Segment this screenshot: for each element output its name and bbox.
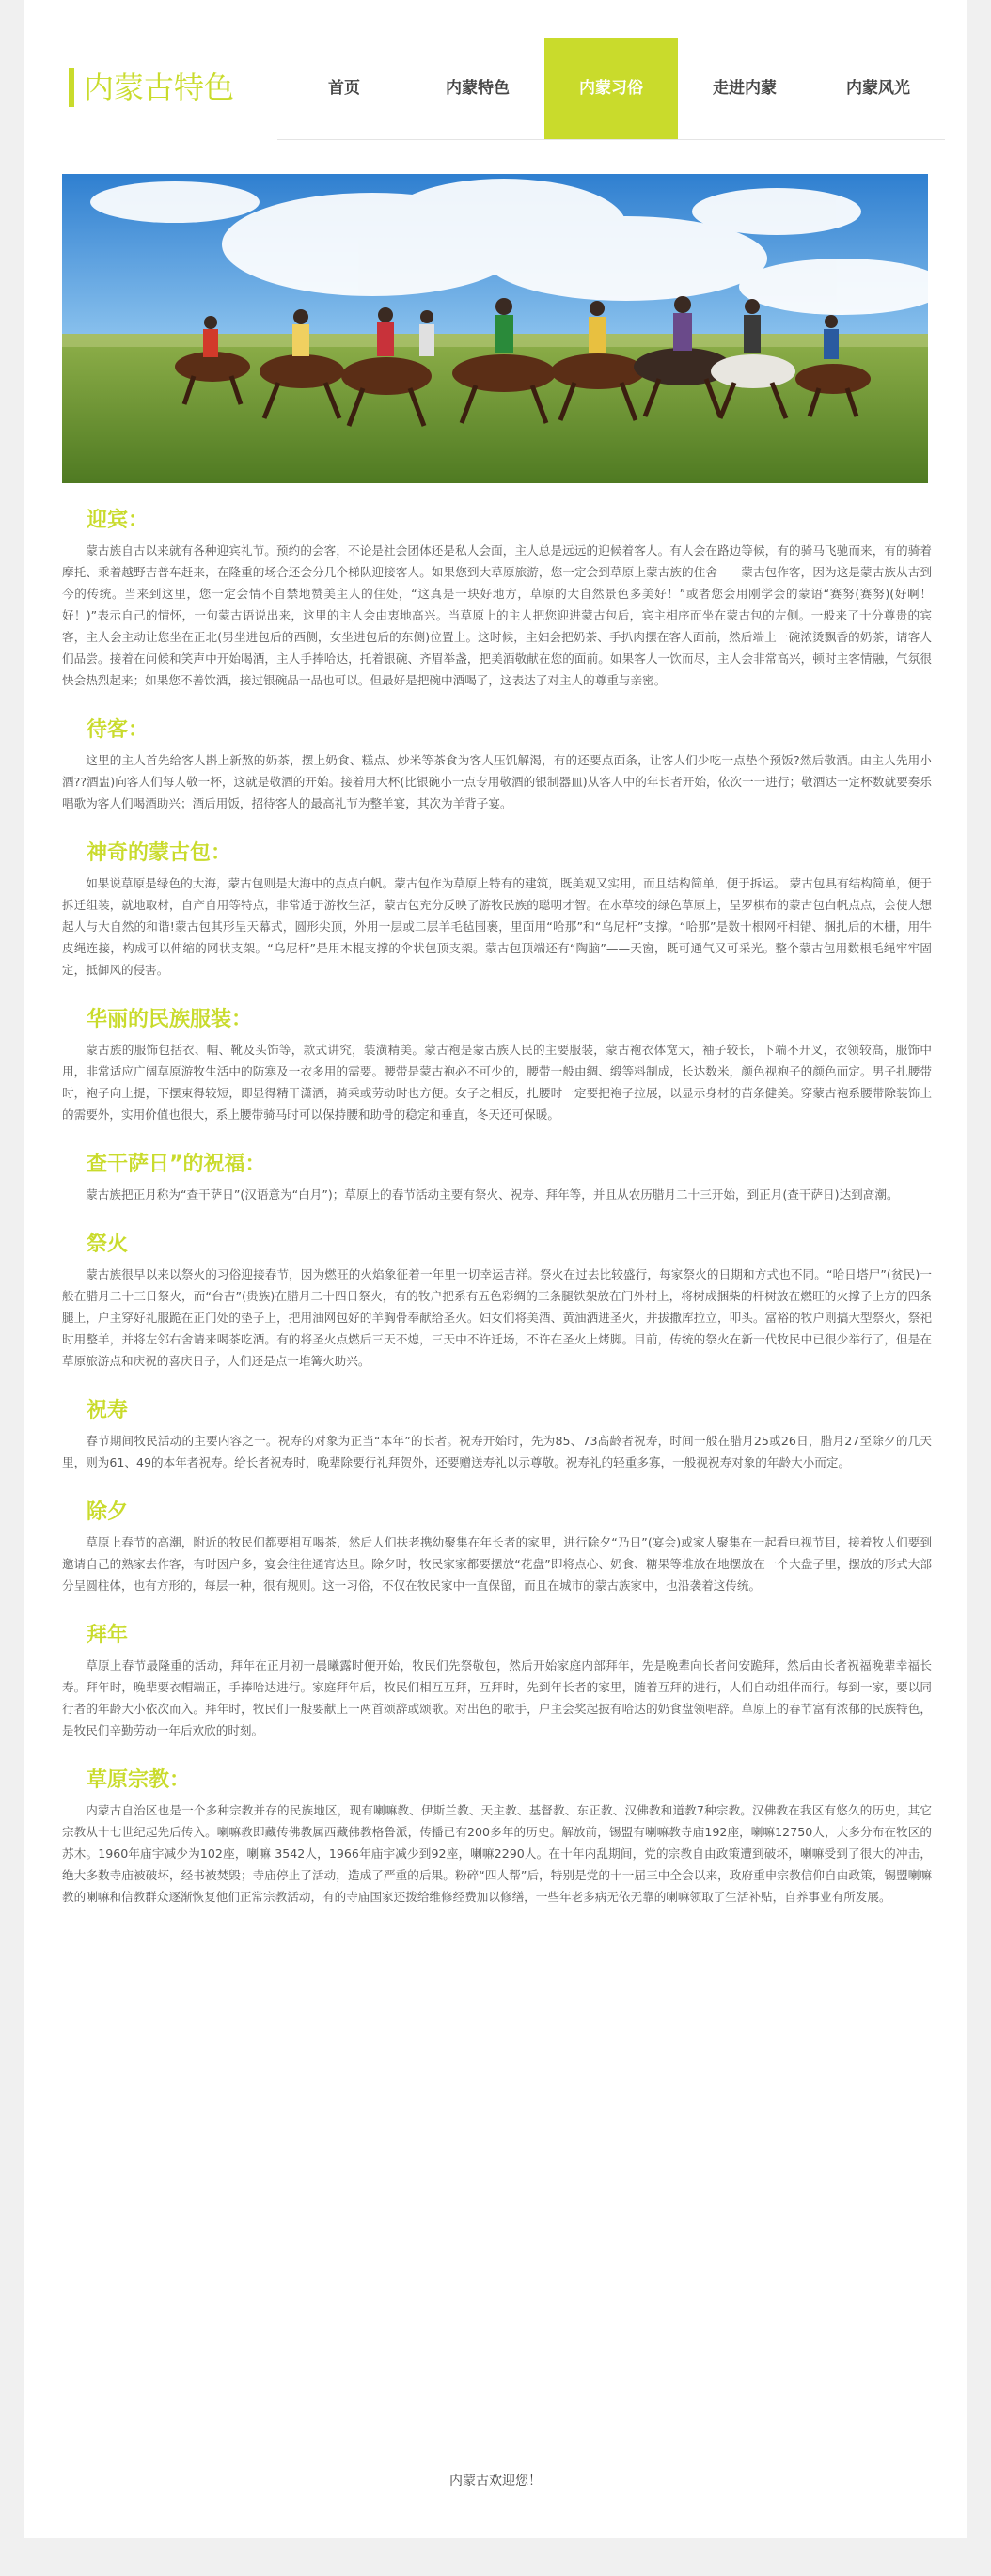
nav-item-features[interactable]: 内蒙特色 [446,79,510,98]
header-divider [277,139,945,140]
section-title: 草原宗教： [87,1768,191,1792]
header [24,38,967,141]
section-new-year-greeting [62,1617,932,1741]
section-title: 查干萨日”的祝福： [87,1153,266,1176]
section-hospitality [62,712,932,814]
section-text: 蒙古族把正月称为“查干萨日”(汉语意为“白月”)；草原上的春节活动主要有祭火、祝寿、拜年等，并且从农历腊月二十三开始，到正月(查干萨日)达到高潮。 [86,1187,899,1202]
nav-item-explore[interactable]: 走进内蒙 [713,79,777,98]
section-new-years-eve [62,1494,932,1596]
section-costume [62,1001,932,1125]
section-title: 祝寿 [87,1399,129,1422]
site-logo[interactable]: 内蒙古特色 [69,68,234,107]
section-fire-worship [62,1226,932,1372]
section-title: 除夕 [87,1500,129,1524]
section-title: 神奇的蒙古包： [87,841,232,865]
section-text: 草原上春节最隆重的活动，拜年在正月初一晨曦露时便开始，牧民们先祭敬包，然后开始家庭内部拜年，先是晚辈向长者问安跪拜，然后由长者祝福晚辈幸福长寿。拜年时，晚辈要衣帽端正，手捧哈达进行。家庭拜年后，牧民们相互互拜，互拜时，先到年长者的家里，随着互拜的进行，人们自动组伴而行。每到一家，要以同行者的年龄大小依次而入。拜年时，牧民们一般要献上一两首颂辞或颂歌。对出色的歌手，户主会奖起披有哈达的奶食盘领唱辞。草原上的春节富有浓郁的民族特色，是牧民们辛勤劳动一年后欢欣的时刻。 [62,1658,932,1737]
section-text: 如果说草原是绿色的大海，蒙古包则是大海中的点点白帆。蒙古包作为草原上特有的建筑，既美观又实用，而且结构简单，便于拆运。 蒙古包具有结构简单，便于拆迁组装，就地取材，自产自用等特点，非常适于游牧生活，蒙古包充分反映了游牧民族的聪明才智。在水草较的绿色草原上，呈罗棋布的蒙古包白帆点点，会使人想起人与大自然的和谐!蒙古包其形呈天幕式，圆形尖顶，外用一层或二层羊毛毡围裹，里面用“哈那”和“乌尼杆”支撑。“哈那”是数十根网杆相错、捆扎后的木栅，用牛皮绳连接，构成可以伸缩的网状支架。“乌尼杆”是用木棍支撑的伞状包顶支架。蒙古包顶端还有“陶脑”——天窗，既可通气又可采光。整个蒙古包用数根毛绳牢牢固定，抵御风的侵害。 [62,876,932,977]
nav-item-home[interactable]: 首页 [328,79,360,98]
section-title: 迎宾： [87,509,149,532]
section-title: 华丽的民族服装： [87,1008,253,1031]
nav-item-scenery[interactable]: 内蒙风光 [846,79,910,98]
section-text: 蒙古族很早以来以祭火的习俗迎接春节，因为燃旺的火焰象征着一年里一切幸运吉祥。祭火在过去比较盛行，每家祭火的日期和方式也不同。“哈日塔尸”(贫民)一般在腊月二十三日祭火，而“台吉”(贵族)在腊月二十四日祭火，有的牧户把系有五色彩绸的三条腿铁架放在门外村上，将树成捆柴的杆树放在燃旺的火撑子上方的四条腿上，户主穿好礼服跪在正门处的垫子上，把用油网包好的羊胸骨奉献给圣火。妇女们将美酒、黄油洒进圣火，并拔撒库拉立，叩头。富裕的牧户则搞大型祭火，祭祀时用整羊，并将左邻右舍请来喝茶吃酒。有的将圣火点燃后三天不熄，三天中不许迁场，不许在圣火上烤脚。目前，传统的祭火在新一代牧民中已很少举行了，但是在草原旅游点和庆祝的喜庆日子，人们还是点一堆篝火助兴。 [62,1267,932,1368]
section-text: 草原上春节的高潮，附近的牧民们都要相互喝茶，然后人们扶老携幼聚集在年长者的家里，进行除夕“乃日”(宴会)或家人聚集在一起看电视节目，接着牧人们要到邀请自己的熟家去作客，有时因户多，宴会往往通宵达旦。除夕时，牧民家家都要摆放“花盘”即将点心、奶食、糖果等堆放在地摆放在一个大盘子里，摆放的形式大部分呈圆柱体，也有方形的，每层一种，很有规则。这一习俗，不仅在牧民家中一直保留，而且在城市的蒙古族家中，也沿袭着这传统。 [62,1535,932,1593]
section-title: 拜年 [87,1624,129,1647]
section-text: 蒙古族自古以来就有各种迎宾礼节。预约的会客，不论是社会团体还是私人会面，主人总是远远的迎候着客人。有人会在路边等候，有的骑马飞驰而来，有的骑着摩托、乘着越野吉普车赶来，在隆重的场合还会分几个梯队迎接客人。如果您到大草原旅游，您一定会到草原上蒙古族的住舍——蒙古包作客，因为这是蒙古族从古到今的传统。当来到这里，您一定会情不自禁地赞美主人的住处，“这真是一块好地方，草原的大自然景色多美好！”或者您会用刚学会的蒙语“赛努(赛努)(好啊！好！)”表示自己的情怀，一句蒙古语说出来，这里的主人会由衷地高兴。当草原上的主人把您迎进蒙古包后，宾主相序而坐在蒙古包的左侧。一般来了十分尊贵的宾客，主人会主动让您坐在正北(男坐进包后的西侧，女坐进包后的东侧)位置上。这时候，主妇会把奶茶、手扒肉摆在客人面前，然后端上一碗浓烫飘香的奶茶，请客人们品尝。接着在问候和笑声中开始喝酒，主人手捧哈达，托着银碗、齐眉举盏，把美酒敬献在您的面前。如果客人一饮而尽，主人会非常高兴，顿时主客情融，气氛很快会热烈起来；如果您不善饮酒，接过银碗品一品也可以。但最好是把碗中酒喝了，这表达了对主人的尊重与亲密。 [62,543,932,687]
section-birthday [62,1392,932,1473]
section-religion [62,1762,932,1908]
section-title: 祭火 [87,1233,129,1256]
page-container [24,0,967,2538]
section-text: 内蒙古自治区也是一个多种宗教并存的民族地区，现有喇嘛教、伊斯兰教、天主教、基督教、东正教、汉佛教和道教7种宗教。汉佛教在我区有悠久的历史，其它宗教从十七世纪起先后传入。喇嘛教即藏传佛教属西藏佛教格鲁派，传播已有200多年的历史。解放前，锡盟有喇嘛教寺庙192座，喇嘛12750人，大多分布在牧区的苏木。1960年庙宇减少为102座，喇嘛 3542人，1966年庙宇减少到92座，喇嘛2290人。在十年内乱期间，党的宗教自由政策遭到破坏，喇嘛受到了很大的冲击，绝大多数寺庙被破坏，经书被焚毁；寺庙停止了活动，造成了严重的后果。粉碎“四人帮”后，特别是党的十一届三中全会以来，政府重申宗教信仰自由政策，锡盟喇嘛教的喇嘛和信教群众逐渐恢复他们正常宗教活动，有的寺庙国家还拨给维修经费加以修缮，一些年老多病无依无靠的喇嘛领取了生活补贴，自养事业有所发展。 [62,1803,932,1904]
section-chagan-sar [62,1146,932,1205]
section-welcome [62,502,932,691]
banner-image [62,174,928,483]
footer: 内蒙古欢迎您！ [449,2474,542,2489]
section-text: 春节期间牧民活动的主要内容之一。祝寿的对象为正当“本年”的长者。祝寿开始时，先为85、73高龄者祝寿，时间一般在腊月25或26日，腊月27至除夕的几天里，则为61、49的本年者祝寿。给长者祝寿时，晚辈除要行礼拜贺外，还要赠送寿礼以示尊敬。祝寿礼的轻重多寡，一般视祝寿对象的年龄大小而定。 [62,1434,932,1469]
section-yurt [62,835,932,981]
section-text: 蒙古族的服饰包括衣、帽、靴及头饰等，款式讲究，装潢精美。蒙古袍是蒙古族人民的主要服装，蒙古袍衣体宽大，袖子较长，下端不开叉，衣领较高，服饰中用，非常适应广阔草原游牧生活中的防寒及一衣多用的需要。腰带是蒙古袍必不可少的，腰带一般由绸、缎等料制成，长达数米，颜色视袍子的颜色而定。男子扎腰带时，袍子向上提，下摆束得较短，即显得精干潇洒，骑乘或劳动时也方便。女子之相反，扎腰时一定要把袍子拉展，以显示身材的苗条健美。穿蒙古袍系腰带除装饰上的需要外，实用价值也很大，系上腰带骑马时可以保持腰和助骨的稳定和垂直，冬天还可保暖。 [62,1043,932,1122]
section-text: 这里的主人首先给客人斟上新熬的奶茶，摆上奶食、糕点、炒米等茶食为客人压饥解渴，有的还要点面条，让客人们少吃一点垫个预饭?然后敬酒。由主人先用小酒??酒盅)向客人们每人敬一杯，这就是敬酒的开始。接着用大杯(比银碗小一点专用敬酒的银制器皿)从客人中的年长者开始，依次一一进行；敬酒达一定杯数就要奏乐唱歌为客人们喝酒助兴；酒后用饭，招待客人的最高礼节为整羊宴，其次为羊背子宴。 [62,753,932,810]
nav-item-customs[interactable]: 内蒙习俗 [544,38,678,139]
main-content [62,498,932,1928]
section-title: 待客： [87,718,149,742]
